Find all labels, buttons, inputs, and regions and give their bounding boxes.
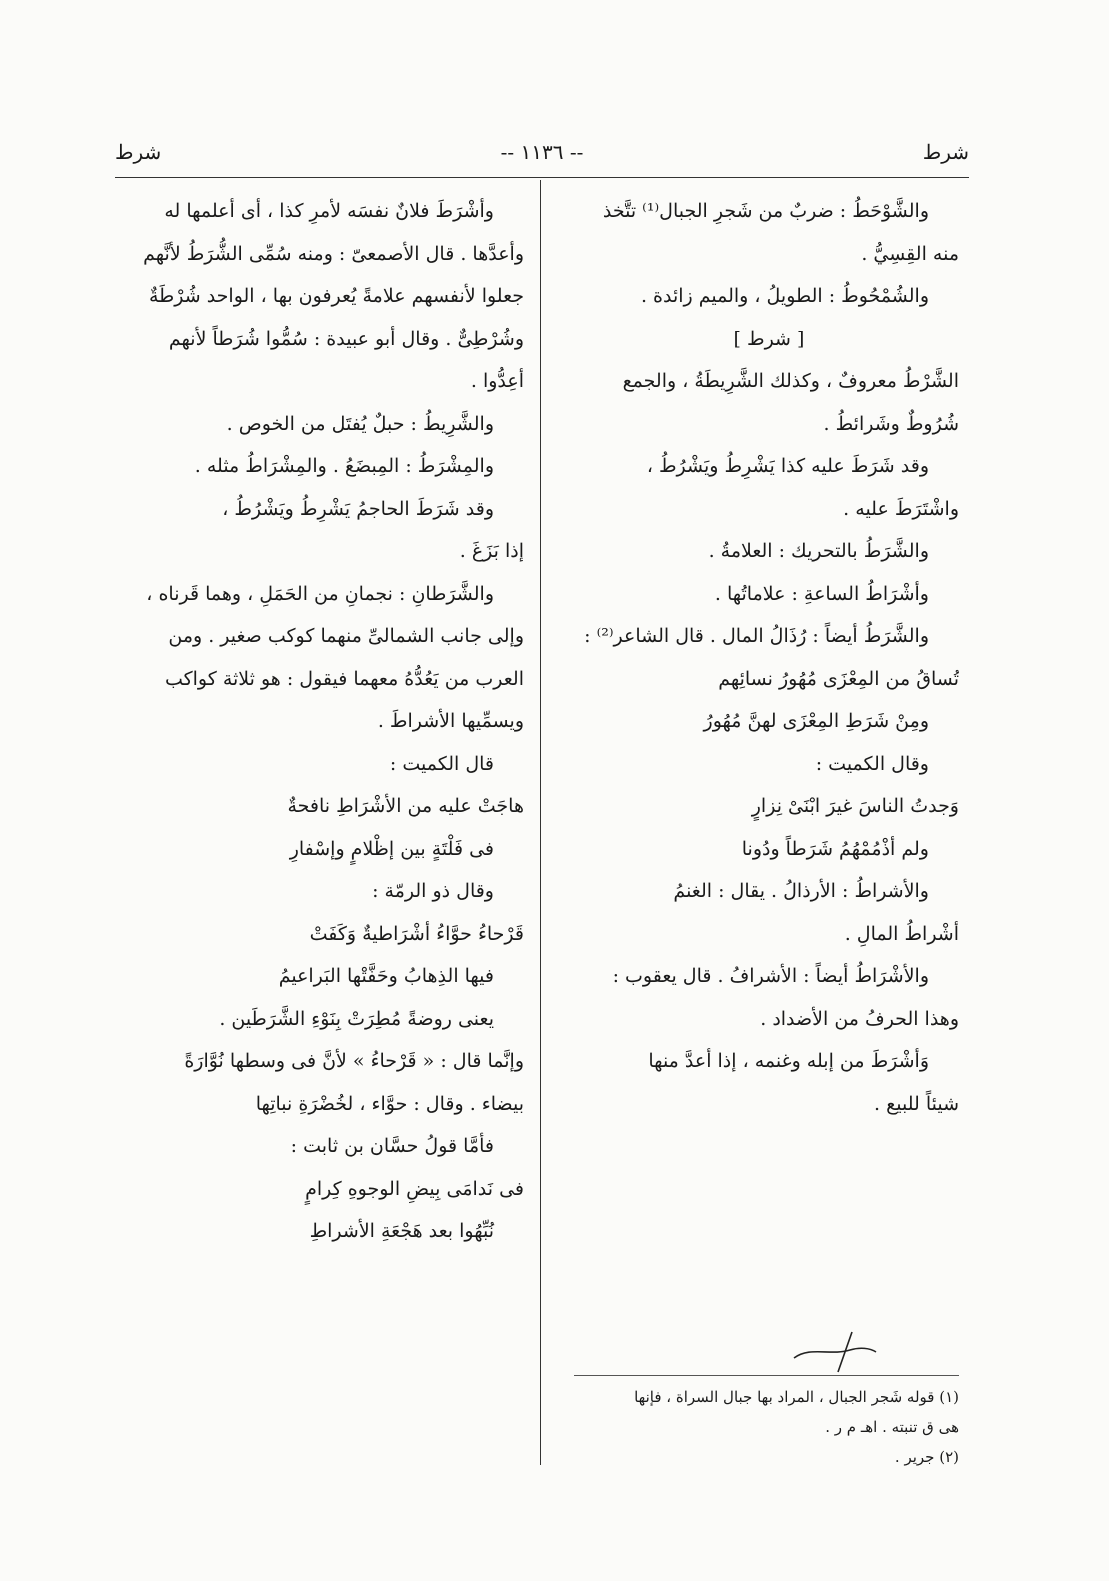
text-line: والأشراطُ : الأرذالُ . يقال : الغنمُ	[673, 880, 929, 902]
text-line: واشْتَرَطَ عليه .	[843, 497, 959, 520]
footnote-line: (١) قوله شَجر الجبال ، المراد بها جبال السراة ، فإنها	[634, 1388, 959, 1406]
verse-line: هاجَتْ عليه من الأشْرَاطِ نافحةٌ	[287, 795, 524, 817]
verse-line: وَجدتُ الناسَ غيرَ ابْنَىْ نِزارٍ	[751, 795, 959, 817]
right-column	[579, 190, 959, 1125]
text-line: وقال ذو الرمّة :	[372, 880, 494, 902]
text-line: أشْراطُ المالِ .	[844, 922, 959, 945]
text-line: بيضاء . وقال : حوَّاء ، لخُضْرَةِ نباتِها	[255, 1092, 524, 1115]
text-line: وشُرْطِىٌّ . وقال أبو عبيدة : سُمُّوا شُرَطاً لأنهم	[168, 327, 524, 350]
page-number: -- ١١٣٦ --	[500, 140, 584, 164]
text-line: والمِشْرَطُ : المِبضَعُ . والمِشْرَاطُ مثله .	[194, 455, 494, 477]
column-divider	[540, 180, 541, 1465]
handwritten-mark	[790, 1328, 880, 1374]
text-line: وأشْرَاطُ الساعةِ : علاماتُها .	[714, 582, 929, 605]
verse-line: نُبِّهُوا بعد هَجْعَةِ الأشراطِ	[309, 1220, 494, 1242]
verse-line: فى فَلْتَةٍ بين إظْلامٍ وإسْفارِ	[289, 837, 494, 860]
text-line: والشَّرَطُ بالتحريك : العلامةُ .	[708, 540, 929, 562]
text-line: قال الكميت :	[389, 752, 494, 775]
text-line: وأعدَّها . قال الأصمعىّ : ومنه سُمِّى الشُّرَطُ لأنَّهم	[143, 242, 524, 265]
text-line: يعنى روضةً مُطِرَتْ بِنَوْءِ الشَّرَطَين .	[219, 1007, 494, 1030]
text-line: والأشْرَاطُ أيضاً : الأشرافُ . قال يعقوب :	[612, 965, 929, 987]
text-line: والشُمْحُوطُ : الطويلُ ، والميم زائدة .	[640, 285, 929, 307]
verse-line: فى نَدامَى بِيضِ الوجوهِ كِرامٍ	[305, 1177, 524, 1200]
page-header	[115, 140, 969, 176]
footnote-line: (٢) جرير .	[894, 1448, 959, 1466]
text-line: وإلى جانب الشمالىِّ منهما كوكب صغير . ومن	[168, 625, 524, 647]
header-right-word: شرط	[922, 140, 969, 164]
text-line: العرب من يَعُدُّهُ معهما فيقول : هو ثلاثة كواكب	[164, 667, 524, 690]
text-line: وإنَّما قال : « قَرْحاءُ » لأنَّ فى وسطها نُوَّارَةً	[184, 1050, 524, 1072]
header-rule	[115, 177, 969, 178]
text-line: شيئاً للبيع .	[874, 1092, 959, 1115]
text-line: ويسمِّيها الأشراطَ .	[377, 710, 524, 732]
entry-heading: [ شرط ]	[733, 327, 805, 350]
text-line: الشَّرْطُ معروفٌ ، وكذلك الشَّرِيطَةُ ، والجمع	[622, 370, 959, 392]
text-line: والشَّرَطُ أيضاً : رُذَالُ المال . قال الشاعر⁽²⁾ :	[584, 625, 929, 647]
text-line: وقد شَرَطَ عليه كذا يَشْرِطُ ويَشْرُطُ ،	[646, 455, 929, 477]
footnote-line: هى ق تنبته . اهـ م ر .	[825, 1418, 959, 1436]
text-line: وَأشْرَطَ من إبله وغنمه ، إذا أعدَّ منها	[648, 1050, 929, 1072]
text-line: وهذا الحرفُ من الأضداد .	[760, 1007, 959, 1030]
header-left-word: شرط	[115, 140, 162, 164]
text-line: والشَّرَطانِ : نجمانِ من الحَمَلِ ، وهما قَرناه ،	[146, 582, 494, 605]
text-line: أعِدُّوا .	[470, 370, 524, 392]
text-line: وقد شَرَطَ الحاجمُ يَشْرِطُ ويَشْرُطُ ،	[222, 497, 494, 520]
text-line: منه القِسِيُّ .	[861, 242, 959, 265]
footnotes	[574, 1375, 959, 1472]
text-line: والشَّرِيطُ : حبلٌ يُفتَل من الخوص .	[226, 412, 494, 435]
text-line: فأمَّا قولُ حسَّان بن ثابت :	[290, 1135, 494, 1157]
text-line: وقال الكميت :	[815, 752, 929, 775]
verse-line: تُساقُ من المِعْزَى مُهُورُ نسائِهم	[718, 667, 959, 690]
verse-line: فيها الذِهابُ وحَفَّتْها البَراعيمُ	[278, 965, 494, 987]
text-line: والشَّوْحَطُ : ضربٌ من شَجرِ الجبال⁽¹⁾ تتَّخذ	[602, 200, 929, 222]
text-line: شُرُوطٌ وشَرائطُ .	[823, 412, 959, 435]
verse-line: ولم أذْمُمْهُمُ شَرَطاً ودُونا	[741, 837, 929, 860]
verse-line: ومِنْ شَرَطِ المِعْزَى لهنَّ مُهُورُ	[703, 710, 929, 732]
text-line: جعلوا لأنفسهم علامةً يُعرفون بها ، الواحد شُرْطَةٌ	[148, 285, 524, 307]
text-line: وأشْرَطَ فلانٌ نفسَه لأمرِ كذا ، أى أعلمها له	[164, 200, 494, 222]
left-column	[114, 190, 524, 1253]
text-line: إذا بَزَغَ .	[459, 540, 524, 562]
verse-line: قَرْحاءُ حوَّاءُ أشْرَاطيةٌ وَكَفَتْ	[309, 922, 524, 945]
